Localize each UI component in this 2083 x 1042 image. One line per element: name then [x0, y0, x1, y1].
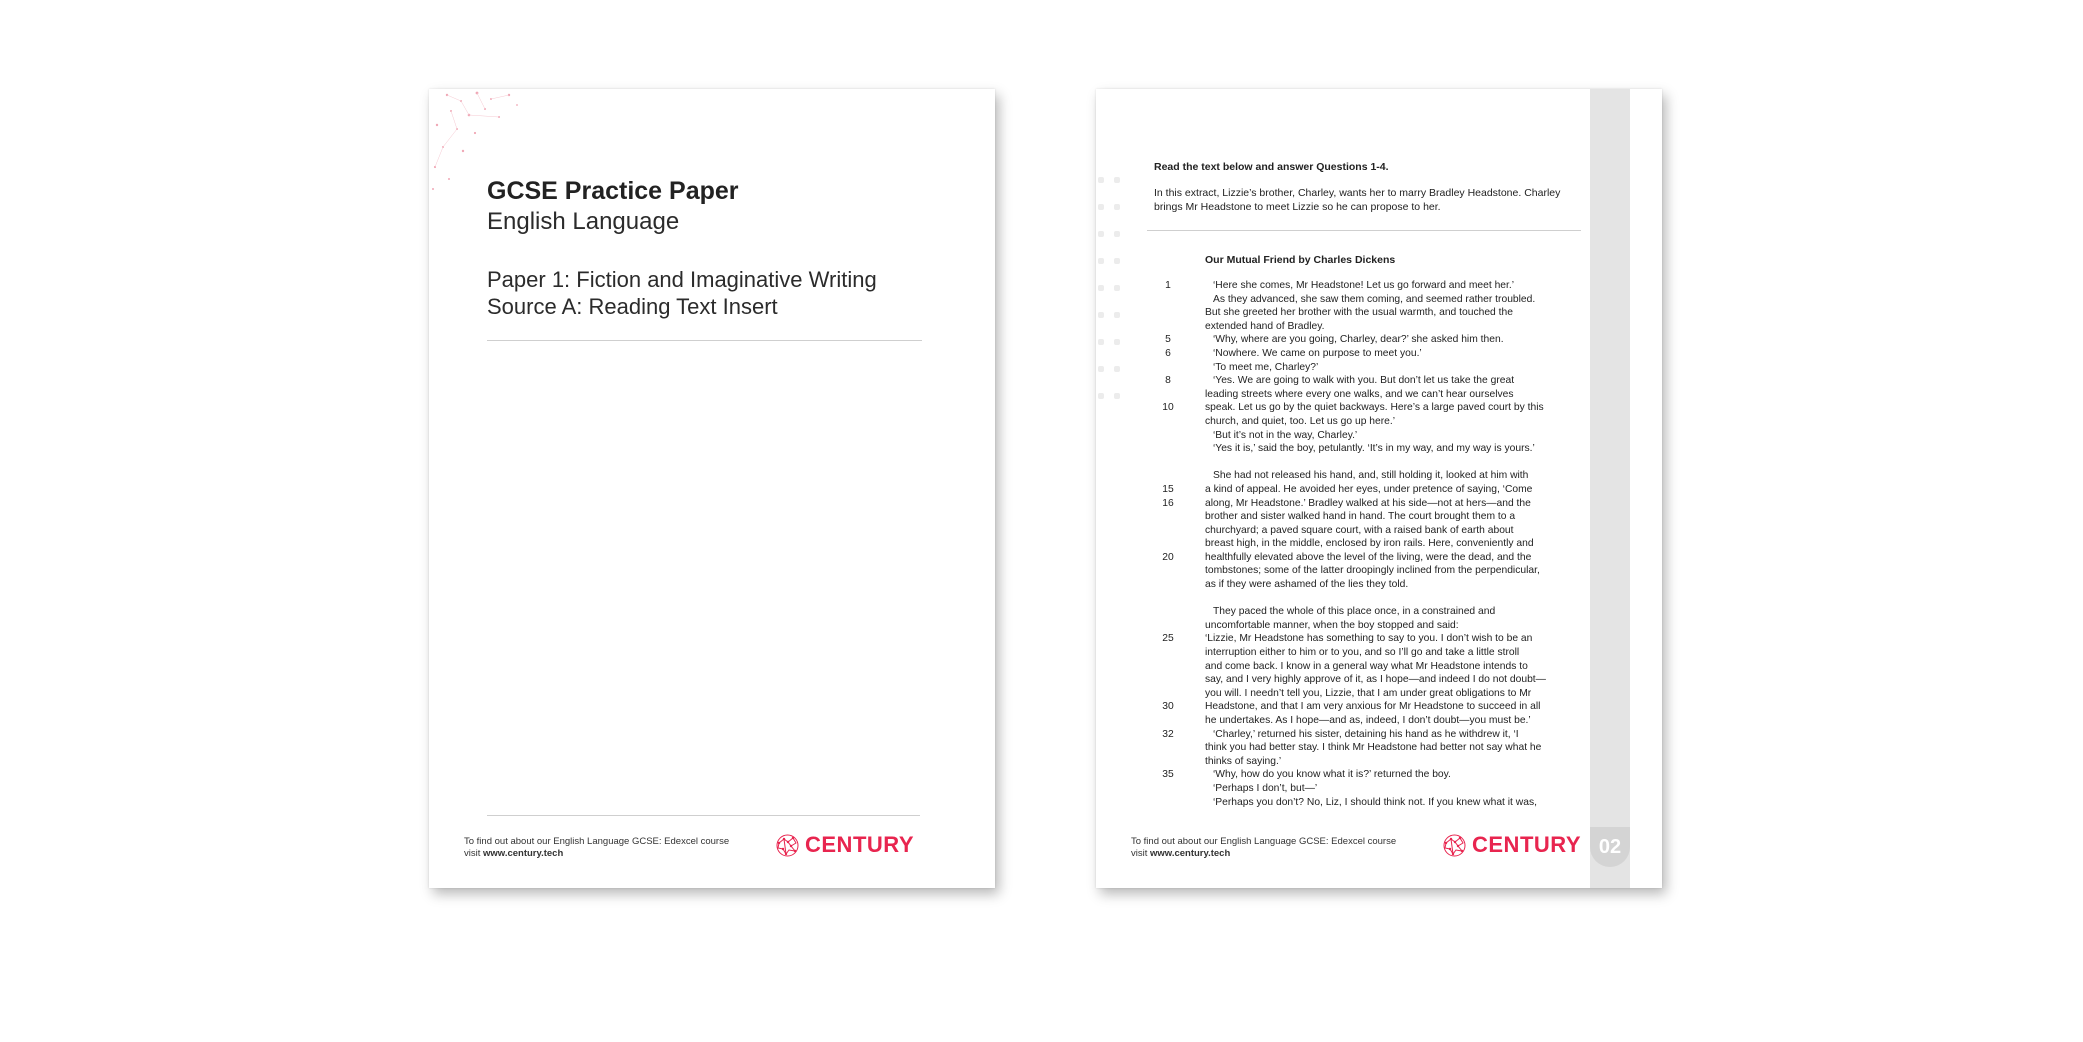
extract-line: [1156, 646, 1596, 660]
extract-line: [1156, 347, 1596, 361]
decorative-dot-grid: [1096, 177, 1126, 399]
subject-title: English Language: [487, 208, 680, 235]
line-number: 6: [1165, 347, 1171, 359]
extract-line: [1156, 524, 1596, 538]
line-text: tombstones; some of the latter droopingly inclined from the perpendicular,: [1205, 565, 1540, 577]
footer-visit-line: [464, 848, 729, 860]
line-text: leading streets where every one walks, and we can’t hear ourselves: [1205, 388, 1514, 400]
intro-divider: [1147, 230, 1581, 231]
line-number: 1: [1165, 280, 1171, 291]
paper-title: GCSE Practice Paper: [487, 177, 739, 205]
century-brain-icon: [1442, 833, 1467, 858]
source-heading: Source A: Reading Text Insert: [487, 294, 778, 319]
extract-line: [1156, 782, 1596, 796]
paper-heading: Paper 1: Fiction and Imaginative Writing: [487, 267, 877, 292]
line-number: 15: [1162, 483, 1174, 495]
extract-line: [1156, 279, 1596, 293]
line-text: ‘Yes it is,’ said the boy, petulantly. ‘It’s in my way, and my way is yours.’: [1213, 443, 1535, 455]
extract-line: [1156, 469, 1596, 483]
line-text: They paced the whole of this place once, in a constrained and: [1213, 606, 1496, 618]
line-text: ‘Why, how do you know what it is?’ returned the boy.: [1213, 769, 1451, 781]
brand-name: CENTURY: [1472, 832, 1582, 857]
extract-line: [1156, 415, 1596, 429]
footer-link[interactable]: www.century.tech: [483, 848, 564, 859]
extract-line: [1156, 673, 1596, 687]
extract-line: [1156, 361, 1596, 375]
line-text: interruption either to him or to you, and so I’ll go and take a little stroll: [1205, 647, 1520, 659]
line-text: churchyard; a paved square court, with a raised bank of earth about: [1205, 524, 1514, 536]
extract-line: [1156, 592, 1596, 606]
line-text: ‘Here she comes, Mr Headstone! Let us go forward and meet her.’: [1213, 280, 1515, 291]
extract-line: [1156, 306, 1596, 320]
extract-line: [1156, 728, 1596, 742]
extract-line: [1156, 442, 1596, 456]
extract-line: [1156, 388, 1596, 402]
line-text: ‘Perhaps I don’t, but—’: [1213, 782, 1318, 794]
extract-title: Our Mutual Friend by Charles Dickens: [1205, 254, 1396, 266]
extract-line: [1156, 714, 1596, 728]
line-number: 32: [1162, 728, 1174, 740]
footer-visit-line: [1131, 848, 1396, 860]
page-side-strip: [1590, 89, 1630, 888]
title-divider: [487, 340, 922, 341]
line-text: speak. Let us go by the quiet backways. Here’s a large paved court by this: [1205, 402, 1544, 414]
line-text: As they advanced, she saw them coming, and seemed rather troubled.: [1213, 293, 1536, 305]
extract-text: [1156, 279, 1596, 809]
extract-line: [1156, 687, 1596, 701]
line-text: ‘Yes. We are going to walk with you. But don’t let us take the great: [1213, 375, 1515, 387]
line-number: 16: [1162, 497, 1174, 509]
footer-visit-label: visit: [1131, 848, 1148, 859]
cover-page: [429, 89, 995, 888]
line-text: ‘Nowhere. We came on purpose to meet you.’: [1213, 347, 1422, 359]
extract-line: [1156, 632, 1596, 646]
instruction-text: Read the text below and answer Questions 1-4.: [1154, 161, 1389, 173]
extract-line: [1156, 796, 1596, 810]
line-text: breast high, in the middle, enclosed by iron rails. Here, conveniently and: [1205, 538, 1534, 550]
extract-line: [1156, 456, 1596, 470]
footer-line: To find out about our English Language GCSE: Edexcel course: [464, 836, 730, 847]
line-text: think you had better stay. I think Mr Headstone had better not say what he: [1205, 742, 1542, 754]
line-text: as if they were ashamed of the lies they told.: [1205, 579, 1409, 591]
extract-line: [1156, 768, 1596, 782]
extract-line: [1156, 741, 1596, 755]
line-text: a kind of appeal. He avoided her eyes, under pretence of saying, ‘Come: [1205, 483, 1533, 495]
extract-line: [1156, 320, 1596, 334]
extract-line: [1156, 429, 1596, 443]
footer-line: To find out about our English Language GCSE: Edexcel course: [1131, 836, 1397, 847]
brand-name: CENTURY: [805, 832, 915, 857]
extract-line: [1156, 293, 1596, 307]
footer-visit-label: visit: [464, 848, 481, 859]
extract-line: [1156, 700, 1596, 714]
line-text: ‘Lizzie, Mr Headstone has something to say to you. I don’t wish to be an: [1205, 633, 1533, 645]
line-text: and come back. I know in a general way what Mr Headstone intends to: [1205, 660, 1528, 672]
line-text: healthfully elevated above the level of the living, were the dead, and the: [1205, 551, 1532, 563]
line-text: ‘Perhaps you don’t? No, Liz, I should think not. If you knew what it was,: [1213, 796, 1537, 808]
extract-line: [1156, 510, 1596, 524]
extract-line: [1156, 333, 1596, 347]
line-text: along, Mr Headstone.’ Bradley walked at his side—not at hers—and the: [1205, 497, 1531, 509]
extract-intro: In this extract, Lizzie’s brother, Charley, wants her to marry Bradley Headstone. Charley brings Mr Headstone to meet Lizzie so he can propose to her.: [1154, 187, 1561, 213]
extract-line: [1156, 755, 1596, 769]
line-number: 10: [1162, 402, 1174, 414]
line-text: you will. I needn’t tell you, Lizzie, that I am under great obligations to Mr: [1205, 687, 1532, 699]
line-text: say, and I very highly approve of it, as I hope—and indeed I do not doubt—: [1205, 674, 1546, 686]
extract-line: [1156, 551, 1596, 565]
page-number-badge: 02: [1590, 827, 1630, 867]
line-text: ‘Why, where are you going, Charley, dear?’ she asked him then.: [1213, 334, 1504, 346]
line-text: uncomfortable manner, when the boy stopped and said:: [1205, 619, 1459, 631]
line-number: 25: [1162, 633, 1174, 645]
line-number: 35: [1162, 769, 1174, 781]
footer-link[interactable]: www.century.tech: [1150, 848, 1231, 859]
extract-line: [1156, 497, 1596, 511]
line-text: ‘Charley,’ returned his sister, detaining his hand as he withdrew it, ‘I: [1213, 728, 1519, 740]
line-text: She had not released his hand, and, still holding it, looked at him with: [1213, 470, 1529, 482]
line-number: 20: [1162, 551, 1174, 563]
extract-line: [1156, 537, 1596, 551]
footer-text: [464, 836, 729, 860]
insert-page: [1096, 89, 1662, 888]
extract-line: [1156, 605, 1596, 619]
line-number: 30: [1162, 701, 1174, 713]
line-text: But she greeted her brother with the usual warmth, and touched the: [1205, 307, 1513, 319]
line-number: 5: [1165, 334, 1171, 346]
line-text: extended hand of Bradley.: [1205, 320, 1325, 332]
century-brain-icon: [775, 833, 800, 858]
extract-line: [1156, 619, 1596, 633]
line-text: brother and sister walked hand in hand. The court brought them to a: [1205, 511, 1516, 523]
footer-text: [1131, 836, 1396, 860]
footer-divider: [487, 815, 920, 816]
extract-line: [1156, 401, 1596, 415]
century-logo: [1442, 832, 1581, 858]
extract-line: [1156, 483, 1596, 497]
line-text: he undertakes. As I hope—and as, indeed, I don’t doubt—you must be.’: [1205, 715, 1531, 726]
extract-line: [1156, 660, 1596, 674]
extract-line: [1156, 374, 1596, 388]
line-text: ‘To meet me, Charley?’: [1213, 361, 1319, 373]
line-text: church, and quiet, too. Let us go up here.’: [1205, 415, 1396, 427]
extract-line: [1156, 564, 1596, 578]
line-text: thinks of saying.’: [1205, 755, 1282, 767]
line-text: ‘But it’s not in the way, Charley.’: [1213, 429, 1358, 441]
line-text: Headstone, and that I am very anxious for Mr Headstone to succeed in all: [1205, 701, 1541, 713]
line-number: 8: [1165, 375, 1171, 387]
extract-line: [1156, 578, 1596, 592]
century-logo: [775, 832, 914, 858]
